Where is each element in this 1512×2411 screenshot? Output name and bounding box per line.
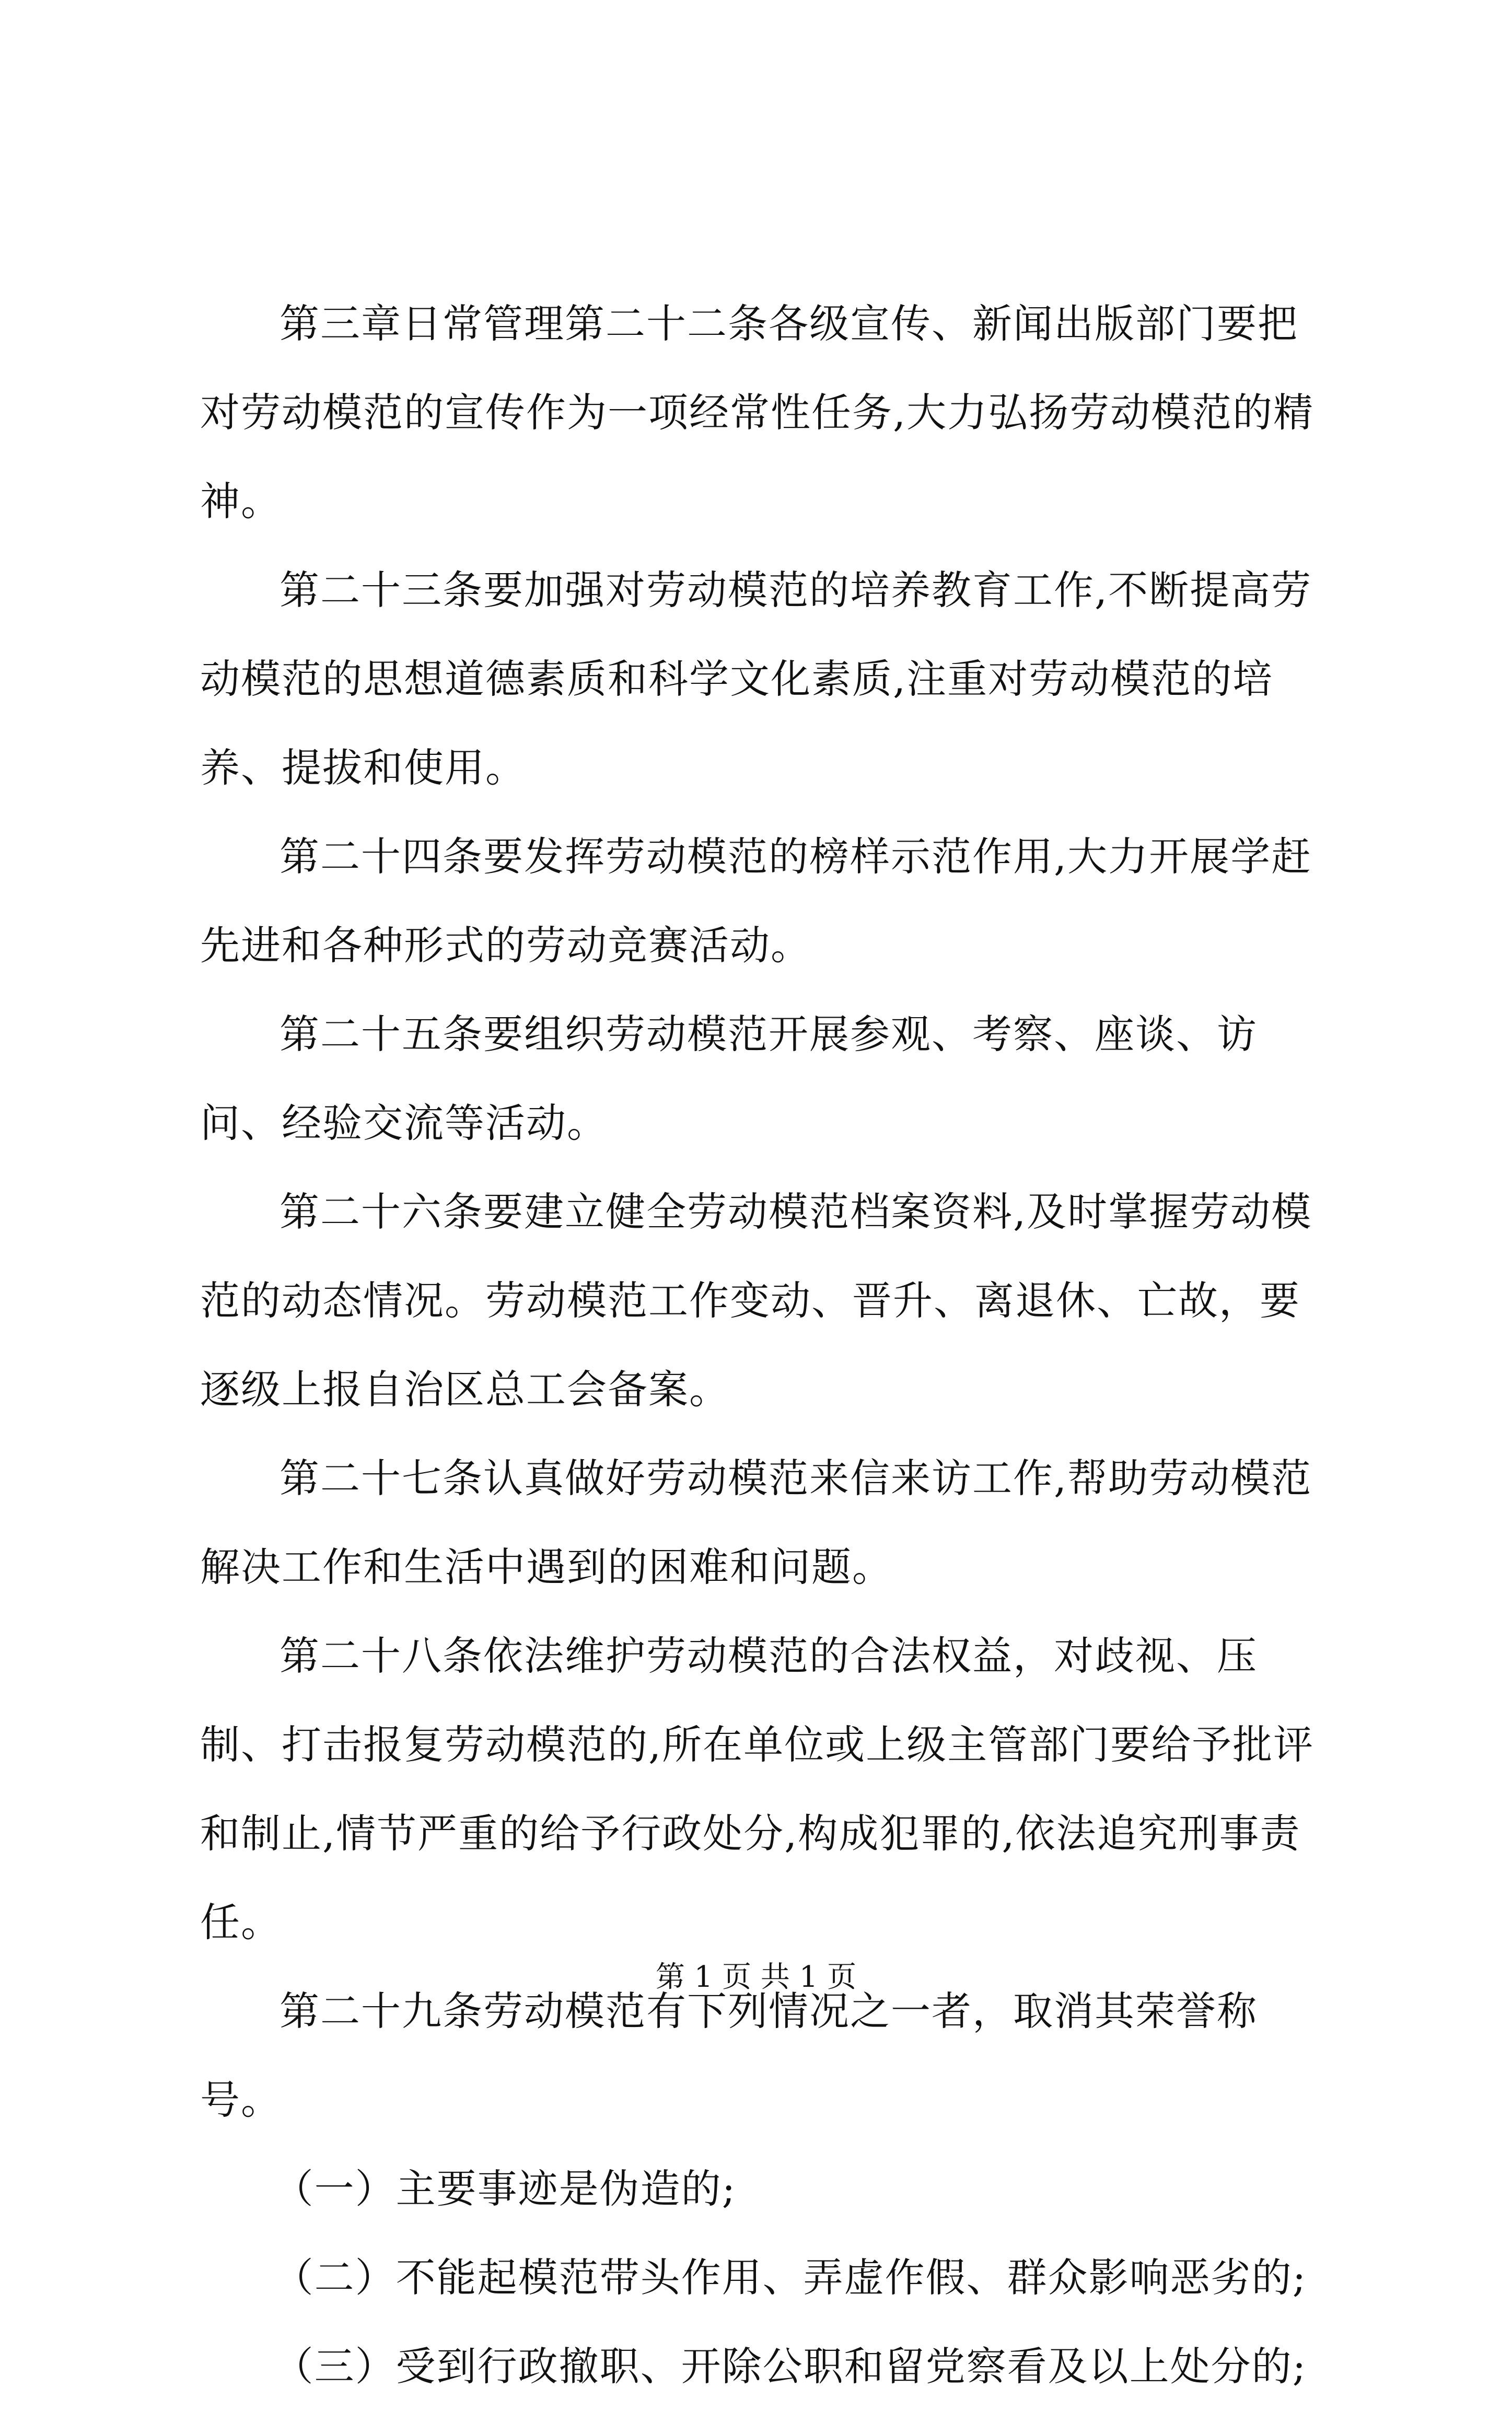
list-item-1: （一）主要事迹是伪造的;: [273, 2165, 737, 2212]
paragraph-article-25: 第二十五条要组织劳动模范开展参观、考察、座谈、访问、经验交流等活动。: [200, 1011, 1258, 1146]
document-body: [200, 279, 1329, 2411]
page-number-footer: 第 1 页 共 1 页: [655, 1960, 857, 1994]
paragraph-article-26: 第二十六条要建立健全劳动模范档案资料,及时掌握劳动模范的动态情况。劳动模范工作变动、晋升、离退休、亡故，要逐级上报自治区总工会备案。: [200, 1189, 1312, 1413]
paragraph-article-23: 第二十三条要加强对劳动模范的培养教育工作,不断提高劳动模范的思想道德素质和科学文化素质,注重对劳动模范的培养、提拔和使用。: [200, 567, 1312, 791]
list-item-2: （二）不能起模范带头作用、弄虚作假、群众影响恶劣的;: [273, 2254, 1307, 2301]
paragraph-article-28: 第二十八条依法维护劳动模范的合法权益，对歧视、压制、打击报复劳动模范的,所在单位或上级主管部门要给予批评和制止,情节严重的给予行政处分,构成犯罪的,依法追究刑事责任。: [200, 1633, 1315, 1946]
paragraph-article-27: 第二十七条认真做好劳动模范来信来访工作,帮助劳动模范解决工作和生活中遇到的困难和问题。: [200, 1455, 1312, 1590]
paragraph-article-22: 第三章日常管理第二十二条各级宣传、新闻出版部门要把对劳动模范的宣传作为一项经常性任务,大力弘扬劳动模范的精神。: [200, 300, 1315, 525]
paragraph-article-29: 第二十九条劳动模范有下列情况之一者，取消其荣誉称号。: [200, 1988, 1258, 2123]
list-item-3: （三）受到行政撤职、开除公职和留党察看及以上处分的;: [273, 2343, 1307, 2390]
paragraph-article-24: 第二十四条要发挥劳动模范的榜样示范作用,大力开展学赶先进和各种形式的劳动竞赛活动。: [200, 833, 1312, 969]
